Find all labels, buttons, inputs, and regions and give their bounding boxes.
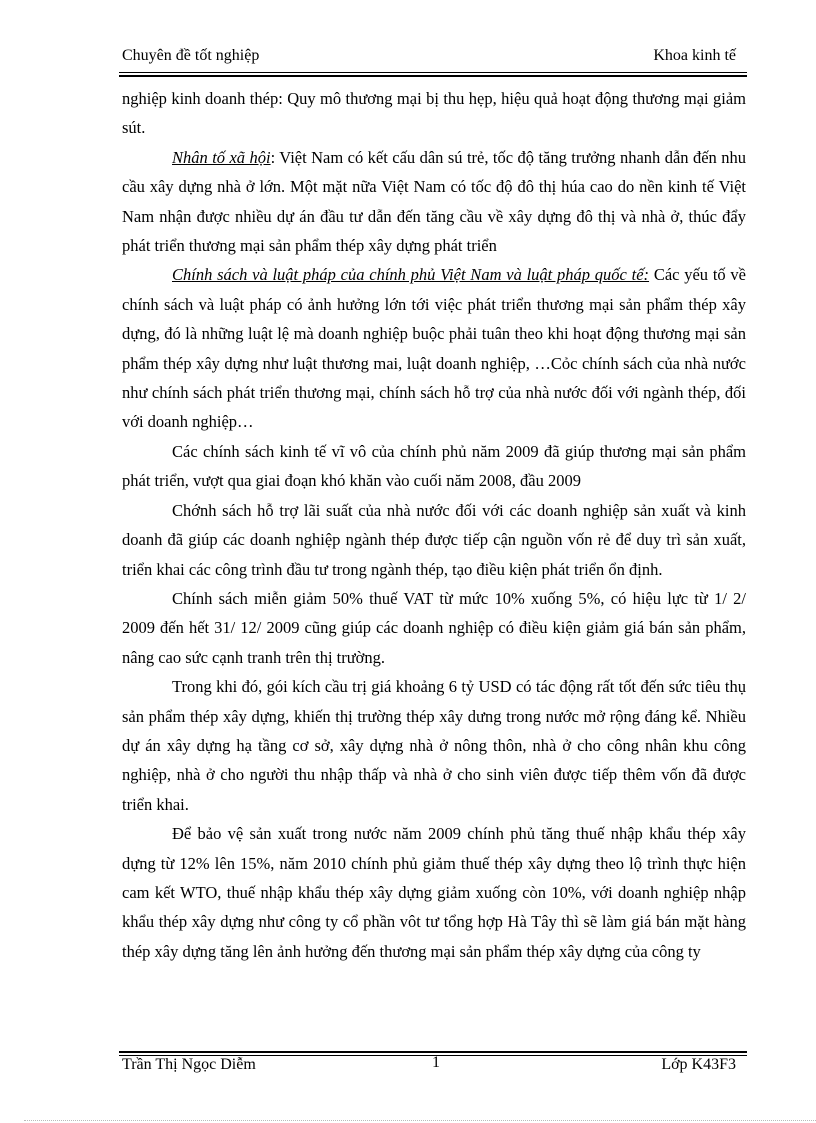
page-edge-divider <box>24 1120 816 1121</box>
footer-author: Trần Thị Ngọc Diễm <box>122 1056 256 1073</box>
page-footer <box>122 1056 736 1080</box>
paragraph-import-tax: Để bảo vệ sản xuất trong nước năm 2009 chính phủ tăng thuế nhập khẩu thép xây dựng từ 12% lên 15%, năm 2010 chính phủ giảm thuế thép xây dựng theo lộ trình thực hiện cam kết WTO, thuế nhập khẩu thép xây dựng giảm xuống còn 10%, với doanh nghiệp nhập khẩu thép xây dựng như công ty cổ phần vôt tư tổng hợp Hà Tây thì sẽ làm giá bán mặt hàng thép xây dựng tăng lên ảnh hưởng đến thương mại sản phẩm thép xây dựng của công ty <box>122 824 746 961</box>
header-department: Khoa kinh tế <box>653 47 736 64</box>
paragraph-social-factor <box>122 143 746 261</box>
header-divider <box>119 72 747 77</box>
policy-law-heading: Chính sách và luật pháp của chính phủ Việt Nam và luật pháp quốc tế: <box>172 265 650 285</box>
social-factor-text: : Việt Nam có kết cấu dân sú trẻ, tốc độ tăng trưởng nhanh dẫn đến nhu cầu xây dựng nhà ở lớn. Một mặt nữa Việt Nam có tốc độ đô thị húa cao do nền kinh tế Việt Nam nhận được nhiều dự án đầu tư dẫn đến tăng cầu về xây dựng đô thị và nhà ở, thúc đẩy phát triển thương mại sản phẩm thép xây dựng phát triển <box>122 147 746 256</box>
paragraph-vat-reduction: Chính sách miễn giảm 50% thuế VAT từ mức 10% xuống 5%, có hiệu lực từ 1/ 2/ 2009 đến hết 31/ 12/ 2009 cũng giúp các doanh nghiệp có điều kiện giảm giá bán sản phẩm, nâng cao sức cạnh tranh trên thị trường. <box>122 588 746 667</box>
paragraph-policy-law <box>122 260 746 436</box>
paragraph-1: nghiệp kinh doanh thép: Quy mô thương mại bị thu hẹp, hiệu quả hoạt động thương mại giảm sút. <box>122 89 746 138</box>
page-number: 1 <box>432 1054 440 1071</box>
paragraph-interest-support: Chớnh sách hỗ trợ lãi suất của nhà nước đối với các doanh nghiệp sản xuất và kinh doanh đã giúp các doanh nghiệp ngành thép được tiếp cận nguồn vốn rẻ để duy trì sản xuất, triển khai các công trình đầu tư trong ngành thép, tạo điều kiện phát triển ổn định. <box>122 500 746 579</box>
social-factor-heading: Nhân tố xã hội <box>172 147 271 167</box>
paragraph-macro-policy: Các chính sách kinh tế vĩ vô của chính phủ năm 2009 đã giúp thương mại sản phẩm phát triển, vượt qua giai đoạn khó khăn vào cuối năm 2008, đầu 2009 <box>122 441 746 491</box>
document-body <box>122 84 746 966</box>
policy-law-text: Các yếu tố về chính sách và luật pháp có ảnh hưởng lớn tới việc phát triển thương mại sản phẩm thép xây dựng, đó là những luật lệ mà doanh nghiệp buộc phải tuân theo khi hoạt động thương mại sản phẩm thép xây dựng như luật thương mai, luật doanh nghiệp, …Cỏc chính sách của nhà nước như chính sách phát triển thương mại, chính sách hỗ trợ của nhà nước đối với ngành thép, đối với doanh nghiệp… <box>122 265 747 432</box>
paragraph-stimulus: Trong khi đó, gói kích cầu trị giá khoảng 6 tỷ USD có tác động rất tốt đến sức tiêu thụ sản phẩm thép xây dựng, khiến thị trường thép xây dưng trong nước mở rộng đáng kể. Nhiều dự án xây dựng hạ tầng cơ sở, xây dựng nhà ở nông thôn, nhà ở cho công nhân khu công nghiệp, nhà ở cho người thu nhập thấp và nhà ở cho sinh viên được tiếp thêm vốn đã được triển khai. <box>122 677 746 814</box>
footer-class: Lớp K43F3 <box>661 1056 736 1073</box>
header-title: Chuyên đề tốt nghiệp <box>122 47 260 64</box>
page-header <box>122 47 736 71</box>
